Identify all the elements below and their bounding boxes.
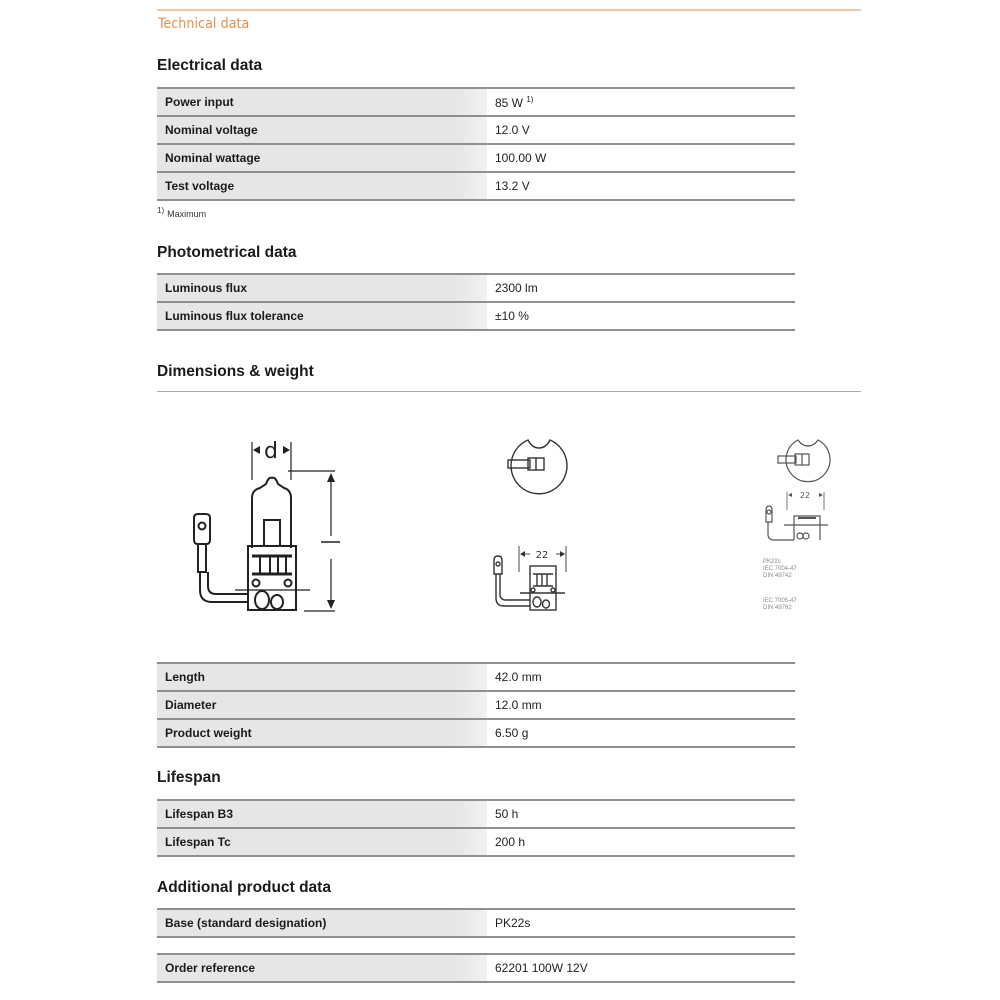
header-rule	[157, 9, 861, 11]
section-title-photometrical: Photometrical data	[157, 244, 297, 261]
width-dimension-label: 22	[535, 550, 549, 561]
lifespan-table	[157, 799, 795, 857]
additional-table	[157, 908, 795, 938]
row-value: 42.0 mm	[487, 663, 795, 691]
electrical-table	[157, 87, 795, 201]
row-label: Diameter	[157, 691, 487, 719]
order-reference-label: Order reference	[157, 954, 487, 982]
row-value: PK22s	[487, 909, 795, 937]
section-title-dimensions: Dimensions & weight	[157, 363, 314, 380]
row-label: Luminous flux	[157, 274, 487, 302]
row-label: Test voltage	[157, 172, 487, 200]
order-table	[157, 953, 795, 983]
table-row	[157, 302, 795, 330]
table-row	[157, 88, 795, 116]
table-row	[157, 116, 795, 144]
row-label: Nominal wattage	[157, 144, 487, 172]
row-value	[487, 88, 795, 116]
row-label: Power input	[157, 88, 487, 116]
row-label: Luminous flux tolerance	[157, 302, 487, 330]
row-label: Base (standard designation)	[157, 909, 487, 937]
value-text: 85 W	[495, 95, 524, 110]
section-title-additional: Additional product data	[157, 879, 331, 896]
standard-item: DIN 49762	[763, 605, 792, 611]
bulb-side-drawing	[180, 430, 380, 620]
footnote-mark: 1)	[157, 206, 165, 215]
table-row	[157, 800, 795, 828]
table-row	[157, 828, 795, 856]
order-reference-value: 62201 100W 12V	[487, 954, 795, 982]
standard-item: IEC 7005-47	[763, 598, 797, 604]
section-title-electrical: Electrical data	[157, 57, 263, 74]
table-row	[157, 691, 795, 719]
row-value: 13.2 V	[487, 172, 795, 200]
dimensions-table	[157, 662, 795, 748]
table-row	[157, 909, 795, 937]
standards-group-2	[763, 598, 797, 612]
standard-item: DIN 49742	[763, 573, 792, 579]
footnote	[157, 206, 206, 219]
row-value: 6.50 g	[487, 719, 795, 747]
row-value: 50 h	[487, 800, 795, 828]
row-value: 12.0 mm	[487, 691, 795, 719]
page-title: Technical data	[158, 16, 250, 32]
bulb-alt-drawing	[740, 430, 850, 555]
row-value: 12.0 V	[487, 116, 795, 144]
row-label: Lifespan Tc	[157, 828, 487, 856]
table-row	[157, 144, 795, 172]
table-row	[157, 274, 795, 302]
table-row	[157, 172, 795, 200]
row-value: 100.00 W	[487, 144, 795, 172]
d-label: d	[264, 439, 278, 464]
bulb-top-and-side-drawing	[470, 430, 600, 620]
row-label: Nominal voltage	[157, 116, 487, 144]
table-row	[157, 663, 795, 691]
row-value: ±10 %	[487, 302, 795, 330]
table-row	[157, 954, 795, 982]
standard-item: PK22s	[763, 559, 781, 565]
row-label: Length	[157, 663, 487, 691]
row-value: 200 h	[487, 828, 795, 856]
footnote-text: Maximum	[167, 209, 207, 219]
section-rule	[157, 391, 861, 392]
row-label: Lifespan B3	[157, 800, 487, 828]
standard-item: IEC 7004-47	[763, 566, 797, 572]
section-title-lifespan: Lifespan	[157, 769, 221, 786]
footnote-ref: 1)	[526, 94, 534, 104]
photometrical-table	[157, 273, 795, 331]
table-row	[157, 719, 795, 747]
standards-group-1	[763, 559, 797, 580]
row-label: Product weight	[157, 719, 487, 747]
row-value: 2300 lm	[487, 274, 795, 302]
width-dimension-label: 22	[799, 491, 811, 500]
